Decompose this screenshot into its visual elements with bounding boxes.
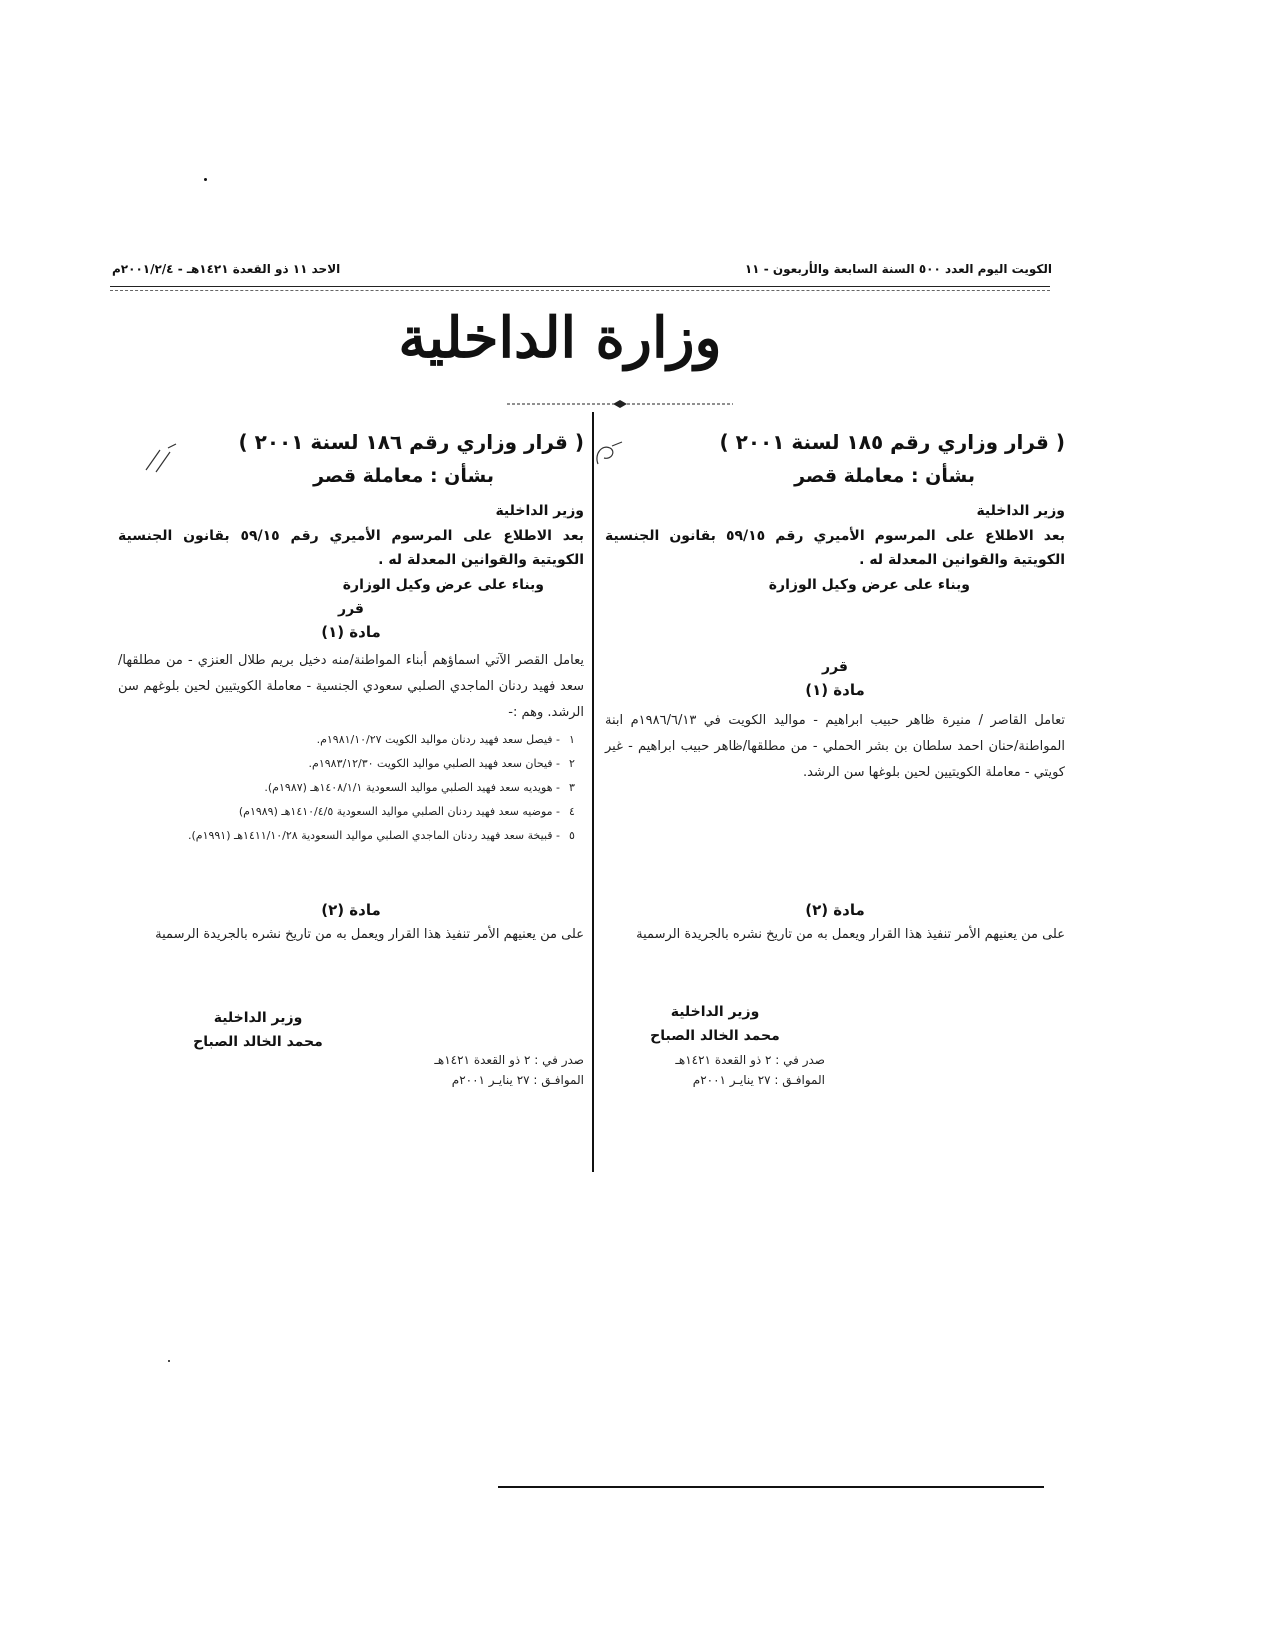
ministry-title: وزارة الداخلية xyxy=(398,305,722,371)
decision-subject: بشأن : معاملة قصر xyxy=(313,465,494,487)
list-item xyxy=(118,752,584,776)
item-number: ٥ xyxy=(569,829,575,842)
decision-subject: بشأن : معاملة قصر xyxy=(794,465,975,487)
column-divider xyxy=(592,412,594,1172)
corresponding-date: الموافـق : ٢٧ ينايـر ٢٠٠١م xyxy=(692,1073,825,1087)
item-text: - فيحان سعد فهيد الصلبي مواليد الكويت ١٩٨٣/١٢/٣٠م. xyxy=(308,757,560,770)
signatory-name: محمد الخالد الصباح xyxy=(193,1034,323,1050)
decided-heading: قرر xyxy=(822,659,848,675)
scan-speck xyxy=(168,1360,170,1362)
item-number: ٣ xyxy=(569,781,575,794)
item-text: - فيصل سعد فهيد ردنان مواليد الكويت ١٩٨١/١٠/٢٧م. xyxy=(316,733,560,746)
article-2-block xyxy=(118,898,584,948)
item-text: - موضيه سعد فهيد ردنان الصلبي مواليد السعودية ١٤١٠/٤/٥هـ (١٩٨٩م) xyxy=(238,805,560,818)
decision-186 xyxy=(118,428,584,1087)
handwritten-mark xyxy=(592,440,626,472)
signatory-name: محمد الخالد الصباح xyxy=(650,1028,780,1044)
decided-heading: قرر xyxy=(338,601,364,617)
signature-block xyxy=(158,1006,358,1054)
list-item xyxy=(118,800,584,824)
header-rule xyxy=(110,290,1050,291)
signature-block xyxy=(615,1000,815,1048)
preamble: بعد الاطلاع على المرسوم الأميري رقم ٥٩/١٥ بقانون الجنسية الكويتية والقوانين المعدلة له . xyxy=(605,528,1065,568)
issuer-label: وزير الداخلية xyxy=(495,503,584,519)
issue-date: الاحد ١١ ذو القعدة ١٤٢١هـ - ٢٠٠١/٢/٤م xyxy=(112,262,341,276)
article-2-heading: مادة (٢) xyxy=(321,901,381,919)
item-number: ٢ xyxy=(569,757,575,770)
list-item xyxy=(118,728,584,752)
issued-date: صدر في : ٢ ذو القعدة ١٤٢١هـ xyxy=(675,1053,825,1067)
article-1-heading: مادة (١) xyxy=(321,623,381,641)
issued-date: صدر في : ٢ ذو القعدة ١٤٢١هـ xyxy=(434,1053,584,1067)
item-number: ٤ xyxy=(569,805,575,818)
item-text: - قبيخة سعد فهيد ردنان الماجدي الصلبي مواليد السعودية ١٤١١/١٠/٢٨هـ (١٩٩١م). xyxy=(187,829,560,842)
decision-185 xyxy=(605,428,1065,1087)
article-1-text: تعامل القاصر / منيرة ظاهر حبيب ابراهيم - مواليد الكويت في ١٩٨٦/٦/١٣م ابنة المواطنة/حنان احمد سلطان بن بشر الحملي - من مطلقها/ظاهر حبيب ابراهيم - غير كويتي - معاملة الكويتيين لحين بلوغها سن الرشد. xyxy=(605,713,1065,780)
handwritten-mark xyxy=(142,440,182,476)
item-number: ١ xyxy=(569,733,575,746)
issue-dates xyxy=(364,1050,584,1090)
based-on: وبناء على عرض وكيل الوزارة xyxy=(342,577,544,593)
corresponding-date: الموافـق : ٢٧ ينايـر ٢٠٠١م xyxy=(451,1073,584,1087)
decision-title: ( قرار وزاري رقم ١٨٥ لسنة ٢٠٠١ ) xyxy=(719,430,1065,454)
item-text: - هويديه سعد فهيد الصلبي مواليد السعودية ١٤٠٨/١/١هـ (١٩٨٧م). xyxy=(264,781,560,794)
based-on: وبناء على عرض وكيل الوزارة xyxy=(768,577,970,593)
preamble: بعد الاطلاع على المرسوم الأميري رقم ٥٩/١٥ بقانون الجنسية الكويتية والقوانين المعدلة له . xyxy=(118,528,584,568)
header-rule xyxy=(110,286,1050,287)
article-1-block xyxy=(118,598,584,848)
scan-speck xyxy=(204,178,207,181)
title-ornament xyxy=(505,400,735,408)
issuer-label: وزير الداخلية xyxy=(976,503,1065,519)
footer-rule xyxy=(498,1486,1044,1488)
article-2-text: على من يعنيهم الأمر تنفيذ هذا القرار ويعمل به من تاريخ نشره بالجريدة الرسمية xyxy=(155,927,584,942)
article-2-heading: مادة (٢) xyxy=(805,901,865,919)
signatory-title: وزير الداخلية xyxy=(213,1010,303,1026)
article-2-text: على من يعنيهم الأمر تنفيذ هذا القرار ويعمل به من تاريخ نشره بالجريدة الرسمية xyxy=(636,927,1065,942)
issue-dates xyxy=(605,1050,825,1090)
minors-list xyxy=(118,728,584,848)
article-1-block xyxy=(605,656,1065,786)
running-header xyxy=(112,262,1052,282)
article-1-text: يعامل القصر الآتي اسماؤهم أبناء المواطنة/منه دخيل بريم طلال العنزي - من مطلقها/سعد فهيد ردنان الماجدي الصلبي سعودي الجنسية - معاملة الكويتيين لحين بلوغهم سن الرشد. وهم :- xyxy=(118,653,584,720)
decision-title: ( قرار وزاري رقم ١٨٦ لسنة ٢٠٠١ ) xyxy=(238,430,584,454)
article-2-block xyxy=(605,898,1065,948)
issue-info: الكويت اليوم العدد ٥٠٠ السنة السابعة والأربعون - ١١ xyxy=(744,262,1052,276)
list-item xyxy=(118,776,584,800)
signatory-title: وزير الداخلية xyxy=(670,1004,760,1020)
list-item xyxy=(118,824,584,848)
article-1-heading: مادة (١) xyxy=(805,681,865,699)
